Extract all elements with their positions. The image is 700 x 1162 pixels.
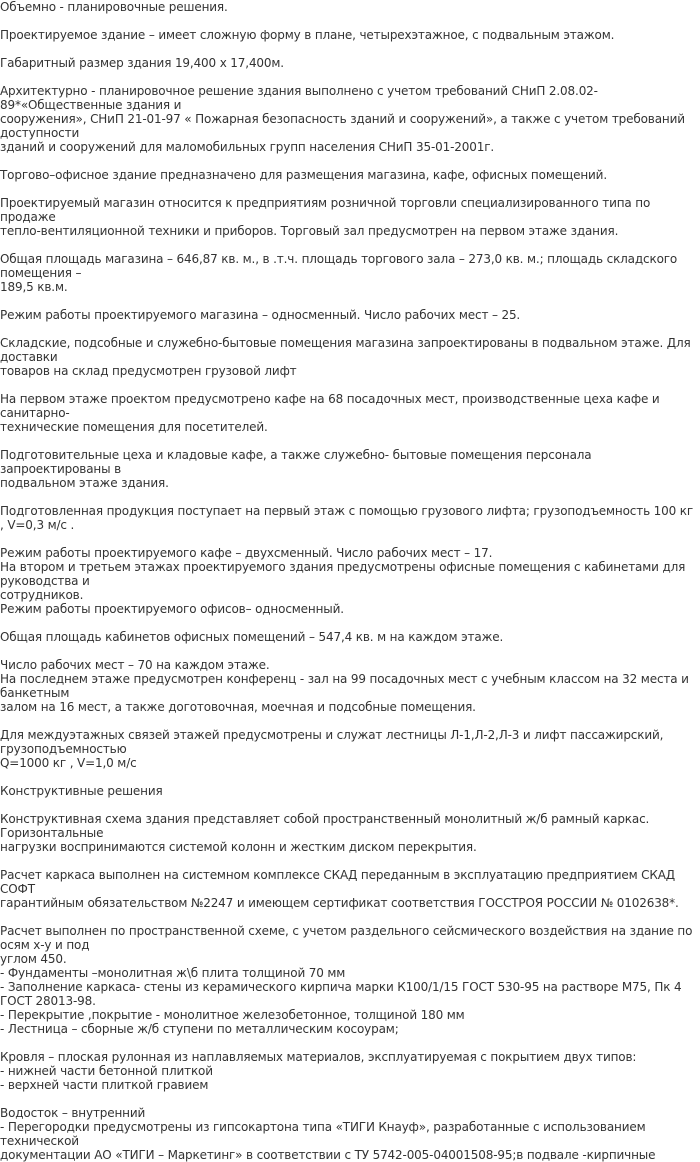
paragraph: Общая площадь магазина – 646,87 кв. м., в .т.ч. площадь торгового зала – 273,0 кв. м.; площадь складского помещения – 189,5 кв.м.: [0, 252, 678, 294]
paragraph: Проектируемый магазин относится к предприятиям розничной торговли специализированного типа по продаже тепло-вентиляционной техники и приборов. Торговый зал предусмотрен на первом этаже здания.: [0, 196, 651, 238]
paragraph: Складские, подсобные и служебно-бытовые помещения магазина запроектированы в подвальном этаже. Для доставки товаров на склад предусмотрен грузовой лифт: [0, 336, 691, 378]
paragraph: Расчет выполнен по пространственной схеме, с учетом раздельного сейсмического воздействия на здание по осям х-у и под углом 450.: [0, 924, 693, 966]
paragraph: Для междуэтажных связей этажей предусмотрены и служат лестницы Л-1,Л-2,Л-3 и лифт пассажирский, грузоподъемностью Q=1000 кг , V=1,0 м/с: [0, 728, 664, 770]
paragraph: Проектируемое здание – имеет сложную форму в плане, четырехэтажное, с подвальным этажом.: [0, 28, 615, 42]
paragraph: Общая площадь кабинетов офисных помещений – 547,4 кв. м на каждом этаже.: [0, 630, 504, 644]
paragraph: Водосток – внутренний: [0, 1106, 146, 1120]
paragraph: - Перекрытие ,покрытие - монолитное железобетонное, толщиной 180 мм: [0, 1008, 465, 1022]
paragraph: Конструктивные решения: [0, 784, 163, 798]
paragraph: - нижней части бетонной плиткой: [0, 1064, 213, 1078]
paragraph: Конструктивная схема здания представляет собой пространственный монолитный ж/б рамный каркас. Горизонтальные нагрузки воспринимаются системой колонн и жестким диском перекрытия.: [0, 812, 650, 854]
paragraph: Режим работы проектируемого кафе – двухсменный. Число рабочих мест – 17.: [0, 546, 493, 560]
paragraph: Объемно - планировочные решения.: [0, 0, 228, 14]
paragraph: - Заполнение каркаса- стены из керамического кирпича марки К100/1/15 ГОСТ 530-95 на растворе М75, Пк 4 ГОСТ 28013-98.: [0, 980, 682, 1008]
paragraph: - верхней части плиткой гравием: [0, 1078, 209, 1092]
paragraph: Торгово–офисное здание предназначено для размещения магазина, кафе, офисных помещений.: [0, 168, 607, 182]
paragraph: Режим работы проектируемого офисов– односменный.: [0, 602, 344, 616]
paragraph: - Фундаменты –монолитная ж\б плита толщиной 70 мм: [0, 966, 346, 980]
paragraph: На последнем этаже предусмотрен конференц - зал на 99 посадочных мест с учебным классом на 32 места и банкетным залом на 16 мест, а также доготовочная, моечная и подсобные помещения.: [0, 672, 689, 714]
paragraph: Режим работы проектируемого магазина – односменный. Число рабочих мест – 25.: [0, 308, 521, 322]
paragraph: - Лестница – сборные ж/б ступени по металлическим косоурам;: [0, 1022, 399, 1036]
paragraph: Подготовленная продукция поступает на первый этаж с помощью грузового лифта; грузоподъемность 100 кг , V=0,3 м/с .: [0, 504, 694, 532]
paragraph: На первом этаже проектом предусмотрено кафе на 68 посадочных мест, производственные цеха кафе и санитарно- технические помещения для посетителей.: [0, 392, 660, 434]
paragraph: - Перегородки предусмотрены из гипсокартона типа «ТИГИ Кнауф», разработанные с использованием технической документации АО «ТИГИ – Маркетинг» в соответствии с ТУ 5742-005-04001508-95;в подвале -кирпичные: [0, 1120, 656, 1162]
paragraph: Кровля – плоская рулонная из наплавляемых материалов, эксплуатируемая с покрытием двух типов:: [0, 1050, 637, 1064]
paragraph: Подготовительные цеха и кладовые кафе, а также служебно- бытовые помещения персонала запроектированы в подвальном этаже здания.: [0, 448, 592, 490]
paragraph: Габаритный размер здания 19,400 х 17,400м.: [0, 56, 284, 70]
paragraph: Архитектурно - планировочное решение здания выполнено с учетом требований СНиП 2.08.02-89*«Общественные здания и сооружения», СНиП 21-01-97 « Пожарная безопасность зданий и сооружений», а также с учетом требований доступности зданий и сооружений для маломобильных групп населения СНиП 35-01-2001г.: [0, 84, 685, 154]
paragraph: На втором и третьем этажах проектируемого здания предусмотрены офисные помещения с кабинетами для руководства и сотрудников.: [0, 560, 686, 602]
paragraph: Число рабочих мест – 70 на каждом этаже.: [0, 658, 270, 672]
paragraph: Расчет каркаса выполнен на системном комплексе СКАД переданным в эксплуатацию предприятием СКАД СОФТ гарантийным обязательством №2247 и имеющем сертификат соответствия ГОССТРОЯ РОССИИ № 0102638*.: [0, 868, 679, 910]
